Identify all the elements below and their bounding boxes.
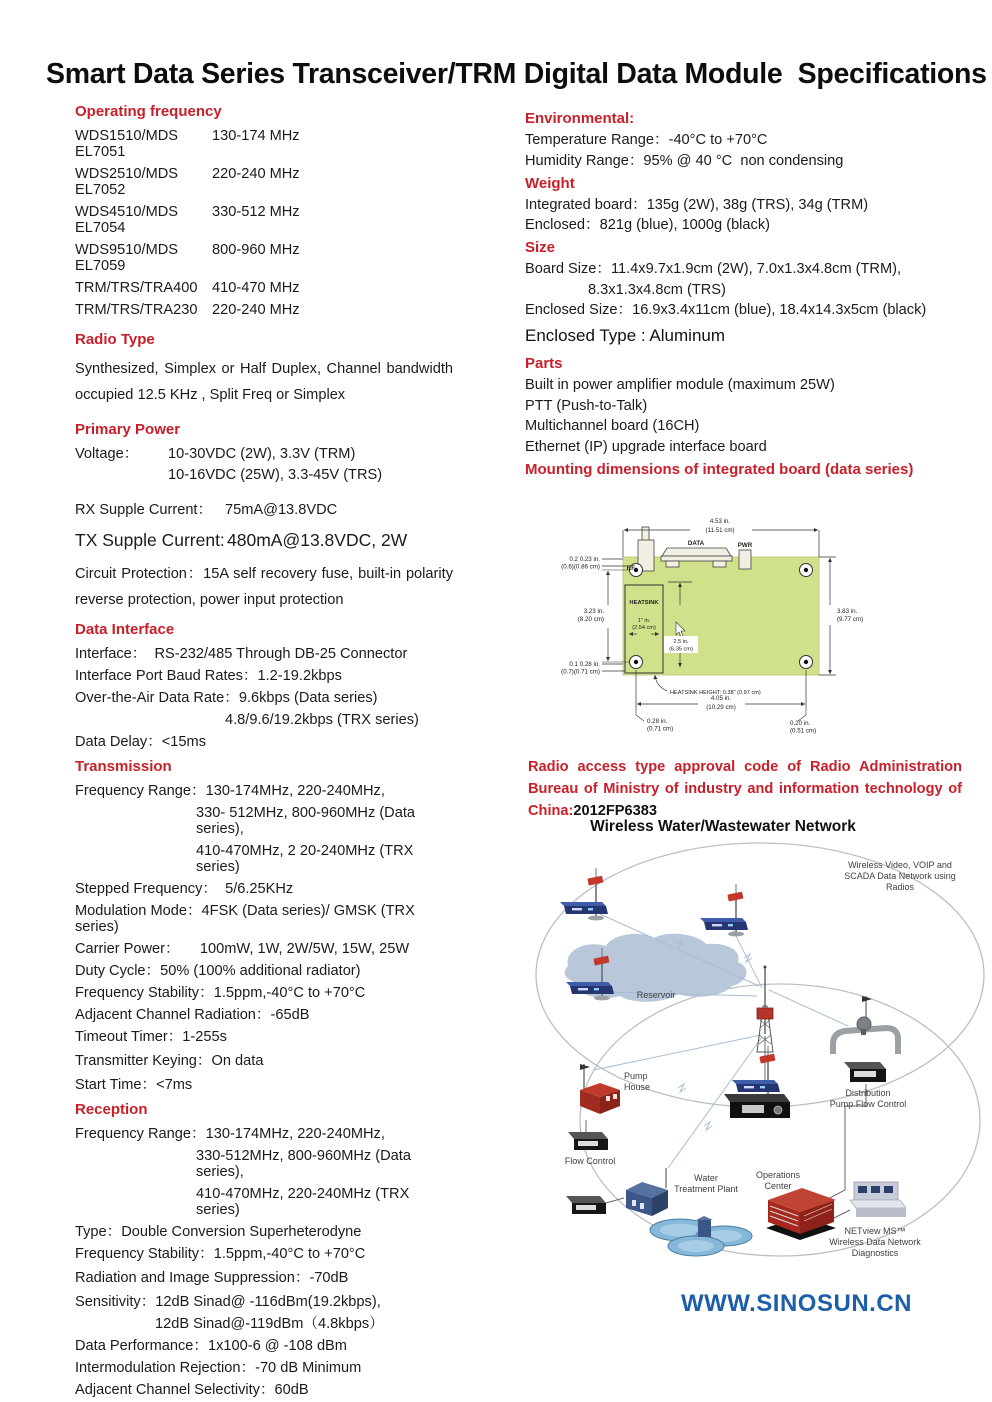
spec-pair <box>75 242 453 274</box>
dim-bl-off-in: 0.28 in. <box>647 718 668 725</box>
dim-top-in: 4.53 in. <box>709 518 731 525</box>
spec-line: PTT (Push-to-Talk) <box>525 397 648 414</box>
spec-value: 800-960 MHz <box>212 242 300 258</box>
distribution-valve <box>833 996 898 1082</box>
spec-values <box>168 446 382 488</box>
spec-value: 10-16VDC (25W), 3.3-45V (TRS) <box>168 467 383 483</box>
wtp-label-1: Water <box>694 1173 718 1183</box>
spec-label: TRM/TRS/TRA230 <box>75 302 198 318</box>
spec-label: WDS2510/MDS EL7052 <box>75 166 178 198</box>
spec-line: Adjacent Channel Radiation：-65dB <box>75 1007 310 1023</box>
dim-left-in: 3.23 in. <box>583 608 604 615</box>
website-url[interactable]: WWW.SINOSUN.CN <box>681 1290 912 1317</box>
spec-pair-multi <box>75 446 453 488</box>
section-heading: Environmental: <box>525 110 635 127</box>
pump-house-label-1: Pump <box>624 1071 648 1081</box>
spec-label: WDS1510/MDS EL7051 <box>75 128 178 160</box>
section-heading: Primary Power <box>75 421 181 438</box>
spec-pair <box>75 502 453 518</box>
dim-center-cm: (6.35 cm) <box>669 646 693 653</box>
spec-line: Enclosed Type : Aluminum <box>525 326 726 345</box>
spec-line: Board Size：11.4x9.7x1.9cm (2W), 7.0x1.3x4.8cm (TRM), <box>525 261 902 277</box>
spec-line: Sensitivity：12dB Sinad@ -116dBm(19.2kbps), <box>75 1294 381 1310</box>
wireless-label-2: SCADA Data Network using <box>844 871 956 881</box>
network-diagram-title: Wireless Water/Wastewater Network <box>590 818 856 835</box>
spec-pair <box>75 128 453 160</box>
spec-line: 8.3x1.3x4.8cm (TRS) <box>588 281 726 298</box>
network-diagram-svg <box>528 838 990 1266</box>
flow-control-unit <box>568 1132 608 1150</box>
dim-right-cm: (9.77 cm) <box>837 616 864 623</box>
netview-console <box>850 1182 906 1217</box>
spec-value: 10-30VDC (2W), 3.3V (TRM) <box>168 446 356 462</box>
pwr-label: PWR <box>737 542 753 549</box>
spec-line: 4.8/9.6/19.2kbps (TRX series) <box>225 712 419 728</box>
operations-center <box>766 1188 836 1240</box>
section-heading: Operating frequency <box>75 103 222 120</box>
spec-value: 330-512 MHz <box>212 204 300 220</box>
dim-br-off-cm: (0.51 cm) <box>790 727 817 735</box>
spec-line: 330-512MHz, 800-960MHz (Data series), <box>196 1148 411 1180</box>
spec-line: 410-470MHz, 220-240MHz (TRX series) <box>196 1186 410 1218</box>
dist-label-1: Distribution <box>845 1088 891 1098</box>
dim-left-cm: (8.20 cm) <box>577 616 604 623</box>
section-heading: Data Interface <box>75 621 175 638</box>
spec-line: Type：Double Conversion Superheterodyne <box>75 1224 362 1240</box>
netview-label-3: Diagnostics <box>851 1248 899 1258</box>
spec-line: Timeout Timer：1-255s <box>75 1029 227 1045</box>
rf-connector <box>638 527 654 571</box>
spec-pair <box>75 280 453 296</box>
spec-line: Frequency Stability：1.5ppm,-40°C to +70°C <box>75 1246 366 1262</box>
mounting-diagram <box>540 510 885 738</box>
spec-value: 410-470 MHz <box>212 280 300 296</box>
dim-topleft-in: 0.2 0.23 in. <box>569 556 600 563</box>
spec-pair <box>75 302 453 318</box>
dim-botleft-in: 0.1 0.28 in. <box>569 661 600 668</box>
spec-label: TX Supple Current: <box>75 530 225 550</box>
dim-hs-w-in: 1" in. <box>637 618 651 624</box>
spec-line: 330- 512MHz, 800-960MHz (Data series), <box>196 805 416 837</box>
spec-line: Integrated board：135g (2W), 38g (TRS), 34g (TRM) <box>525 196 869 213</box>
approval-code: 2012FP6383 <box>573 803 657 819</box>
heatsink-height-note: HEATSINK HEIGHT: 0.38" (0.97 cm) <box>670 690 761 696</box>
spec-line: Data Performance：1x100-6 @ -108 dBm <box>75 1338 347 1354</box>
spec-line: Modulation Mode：4FSK (Data series)/ GMSK (TRX series) <box>75 903 415 935</box>
spec-value: 75mA@13.8VDC <box>225 502 338 518</box>
dim-hs-w-cm: (2.54 cm) <box>632 625 656 631</box>
spec-label: RX Supple Current： <box>75 502 213 518</box>
heatsink-label: HEATSINK <box>629 600 659 606</box>
approval-note <box>528 756 962 822</box>
pwr-connector <box>739 550 751 569</box>
section-heading: Radio Type <box>75 331 155 348</box>
wtp-label-2: Treatment Plant <box>674 1184 738 1194</box>
spec-value: 220-240 MHz <box>212 302 300 318</box>
pump-house <box>580 1064 620 1114</box>
spec-label: Voltage： <box>75 446 139 462</box>
section-heading: Reception <box>75 1101 148 1118</box>
spec-label: WDS4510/MDS EL7054 <box>75 204 178 236</box>
section-heading: Size <box>525 239 556 256</box>
spec-line: Radiation and Image Suppression：-70dB <box>75 1270 349 1286</box>
spec-value: 480mA@13.8VDC, 2W <box>227 530 408 550</box>
rf-label: RF <box>626 565 635 572</box>
spec-pair <box>75 528 453 552</box>
flow-control-label: Flow Control <box>564 1156 616 1166</box>
dim-bl-off-cm: (0.71 cm) <box>647 725 674 733</box>
spec-value: 220-240 MHz <box>212 166 300 182</box>
right-column <box>525 104 962 483</box>
data-label: DATA <box>687 540 705 547</box>
spec-line: Frequency Stability：1.5ppm,-40°C to +70°C <box>75 985 366 1001</box>
spec-line: Start Time：<7ms <box>75 1077 193 1093</box>
spec-label: TRM/TRS/TRA400 <box>75 280 198 296</box>
base-radio <box>732 1046 780 1098</box>
spec-line: Frequency Range：130-174MHz, 220-240MHz, <box>75 783 385 799</box>
spec-line: Interface： RS-232/485 Through DB-25 Connector <box>75 646 408 662</box>
spec-line: Transmitter Keying：On data <box>75 1053 264 1069</box>
spec-line: Data Delay：<15ms <box>75 734 206 750</box>
spec-line: Temperature Range：-40°C to +70°C <box>525 132 768 148</box>
spec-line: Enclosed Size：16.9x3.4x11cm (blue), 18.4x14.3x5cm (black) <box>525 302 927 318</box>
approval-text: Radio access type approval code of Radio Administration Bureau of Ministry of industry and information technology of China: <box>528 759 962 819</box>
spec-line: 12dB Sinad@-119dBm（4.8kbps） <box>155 1316 384 1332</box>
remote-radio-1 <box>560 868 608 920</box>
spec-line: Stepped Frequency： 5/6.25KHz <box>75 881 294 897</box>
spec-line: Circuit Protection：15A self recovery fuse, built-in polarity reverse protection, power input protection <box>75 566 453 608</box>
spec-line: Over-the-Air Data Rate：9.6kbps (Data series) <box>75 690 378 706</box>
spec-line: Adjacent Channel Selectivity：60dB <box>75 1382 309 1398</box>
remote-radio-2 <box>700 884 748 936</box>
section-heading: Weight <box>525 174 575 192</box>
ops-label-2: Center <box>764 1181 792 1191</box>
section-heading: Transmission <box>75 758 172 775</box>
section-heading: Parts <box>525 355 563 372</box>
spec-line: Ethernet (IP) upgrade interface board <box>525 438 767 455</box>
wireless-label-3: Radios <box>885 882 915 892</box>
network-diagram <box>528 838 990 1266</box>
spec-line: 410-470MHz, 2 20-240MHz (TRX series) <box>196 843 414 875</box>
dim-bottom-cm: (10.29 cm) <box>706 704 736 711</box>
dim-bottom-in: 4.05 in. <box>710 695 732 702</box>
spec-line: Intermodulation Rejection：-70 dB Minimum <box>75 1360 362 1376</box>
netview-label-1: NETview MS™ <box>844 1226 906 1236</box>
dim-botleft-cm: (0.7)(0.71 cm) <box>561 668 600 676</box>
dim-top-cm: (11.51 cm) <box>705 527 735 534</box>
wireless-label-1: Wireless Video, VOIP and <box>848 860 952 870</box>
dim-br-off-in: 0.20 in. <box>790 720 811 727</box>
spec-value: 130-174 MHz <box>212 128 300 144</box>
spec-line: Duty Cycle：50% (100% additional radiator) <box>75 963 361 979</box>
remote-flow-unit <box>566 1196 606 1214</box>
spec-line: Built in power amplifier module (maximum 25W) <box>525 377 835 393</box>
spec-line: Synthesized, Simplex or Half Duplex, Channel bandwidth occupied 12.5 KHz , Split Freq or Simplex <box>75 361 453 403</box>
ops-label-1: Operations <box>755 1170 801 1180</box>
pump-house-label-2: House <box>624 1082 651 1092</box>
mounting-diagram-svg <box>540 510 885 738</box>
reservoir-label: Reservoir <box>636 990 676 1000</box>
netview-label-2: Wireless Data Network <box>829 1237 921 1247</box>
spec-line: Frequency Range：130-174MHz, 220-240MHz, <box>75 1126 385 1142</box>
spec-line: Carrier Power： 100mW, 1W, 2W/5W, 15W, 25W <box>75 941 410 957</box>
water-treatment-plant <box>626 1168 752 1256</box>
page-title: Smart Data Series Transceiver/TRM Digital Data Module Specifications <box>46 58 987 90</box>
dist-label-2: Pump Flow Control <box>829 1099 907 1109</box>
dim-right-in: 3.83 in. <box>837 608 858 615</box>
base-station-console <box>724 1094 790 1118</box>
left-column <box>75 104 453 1402</box>
dim-topleft-cm: (0.6)(0.86 cm) <box>561 563 600 571</box>
dim-center-in: 2.5 in. <box>673 639 689 645</box>
spec-pair <box>75 204 453 236</box>
spec-pair <box>75 166 453 198</box>
spec-label: WDS9510/MDS EL7059 <box>75 242 178 274</box>
spec-line: Humidity Range：95% @ 40 °C non condensing <box>525 152 844 169</box>
spec-line: Multichannel board (16CH) <box>525 418 700 434</box>
section-heading: Mounting dimensions of integrated board (data series) <box>525 460 914 478</box>
spec-line: Interface Port Baud Rates：1.2-19.2kbps <box>75 668 342 684</box>
spec-line: Enclosed：821g (blue), 1000g (black) <box>525 217 770 233</box>
